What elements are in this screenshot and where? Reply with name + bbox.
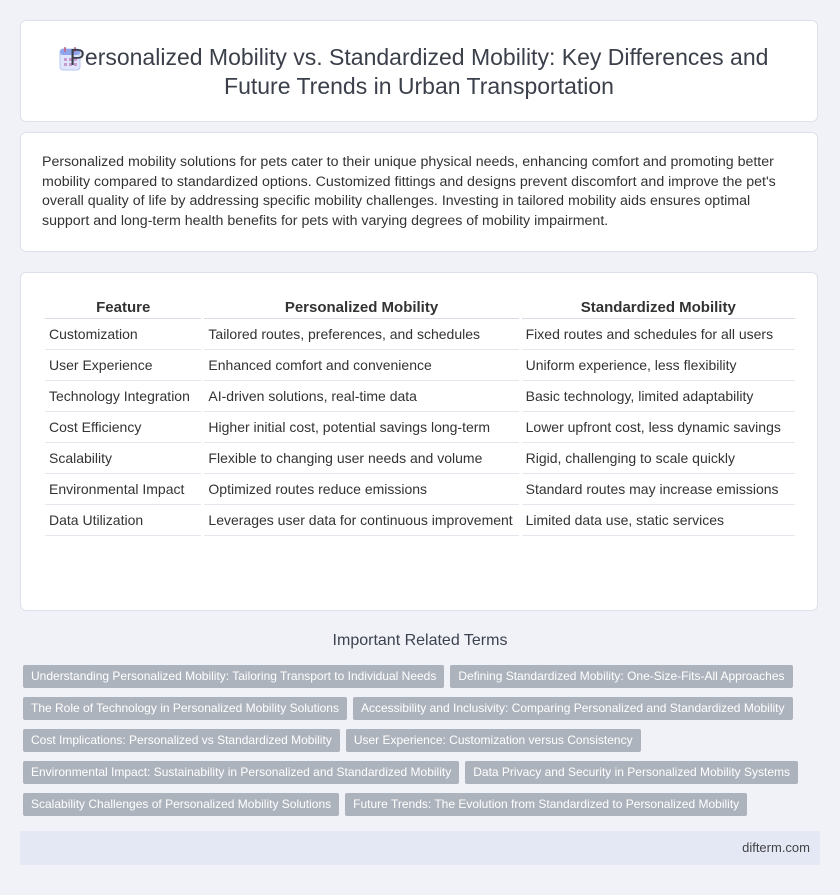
related-term-tag[interactable]: Defining Standardized Mobility: One-Size-Fits-All Approaches [450, 665, 792, 688]
table-cell: Standard routes may increase emissions [522, 474, 795, 505]
intro-card [20, 132, 818, 252]
table-row [45, 443, 795, 474]
table-row [45, 381, 795, 412]
column-header-personalized: Personalized Mobility [204, 295, 518, 319]
related-term-tag[interactable]: Data Privacy and Security in Personalized Mobility Systems [465, 761, 798, 784]
header-card [20, 20, 818, 122]
table-cell: Scalability [45, 443, 201, 474]
table-cell: Environmental Impact [45, 474, 201, 505]
table-cell: AI-driven solutions, real-time data [204, 381, 518, 412]
table-cell: Tailored routes, preferences, and schedules [204, 319, 518, 350]
related-term-tag[interactable]: Environmental Impact: Sustainability in Personalized and Standardized Mobility [23, 761, 459, 784]
table-cell: Limited data use, static services [522, 505, 795, 536]
page-title: Personalized Mobility vs. Standardized Mobility: Key Differences and Future Trends in Urban Transportation [69, 44, 769, 99]
table-row [45, 474, 795, 505]
related-term-tag[interactable]: Accessibility and Inclusivity: Comparing Personalized and Standardized Mobility [353, 697, 793, 720]
site-name[interactable]: difterm.com [742, 840, 810, 855]
related-terms-heading: Important Related Terms [332, 632, 508, 649]
table-cell: Enhanced comfort and convenience [204, 350, 518, 381]
table-cell: Cost Efficiency [45, 412, 201, 443]
related-term-tag[interactable]: Scalability Challenges of Personalized Mobility Solutions [23, 793, 339, 816]
column-header-feature: Feature [45, 295, 201, 319]
column-header-standardized: Standardized Mobility [522, 295, 795, 319]
table-row [45, 412, 795, 443]
table-cell: Uniform experience, less flexibility [522, 350, 795, 381]
footer-bar [20, 831, 820, 865]
table-row [45, 350, 795, 381]
related-term-tag[interactable]: Cost Implications: Personalized vs Standardized Mobility [23, 729, 340, 752]
table-cell: Rigid, challenging to scale quickly [522, 443, 795, 474]
related-term-tag[interactable]: Future Trends: The Evolution from Standardized to Personalized Mobility [345, 793, 747, 816]
related-term-tag[interactable]: User Experience: Customization versus Consistency [346, 729, 641, 752]
table-cell: Higher initial cost, potential savings long-term [204, 412, 518, 443]
table-cell: Optimized routes reduce emissions [204, 474, 518, 505]
table-cell: User Experience [45, 350, 201, 381]
comparison-table-card [20, 272, 818, 611]
related-term-tag[interactable]: Understanding Personalized Mobility: Tailoring Transport to Individual Needs [23, 665, 444, 688]
table-cell: Fixed routes and schedules for all users [522, 319, 795, 350]
table-cell: Lower upfront cost, less dynamic savings [522, 412, 795, 443]
table-cell: Customization [45, 319, 201, 350]
table-header-row [45, 295, 795, 319]
related-terms-list [23, 665, 803, 825]
table-row [45, 505, 795, 536]
table-cell: Basic technology, limited adaptability [522, 381, 795, 412]
table-row [45, 319, 795, 350]
comparison-table [42, 295, 798, 536]
table-cell: Technology Integration [45, 381, 201, 412]
table-cell: Data Utilization [45, 505, 201, 536]
intro-paragraph: Personalized mobility solutions for pets cater to their unique physical needs, enhancing comfort and promoting better mobility compared to standardized options. Customized fittings and designs prevent discomfort and improve the pet's overall quality of life by addressing specific mobility challenges. Investing in tailored mobility aids ensures optimal support and long-term health benefits for pets with varying degrees of mobility impairment. [42, 154, 776, 229]
table-cell: Flexible to changing user needs and volume [204, 443, 518, 474]
related-term-tag[interactable]: The Role of Technology in Personalized Mobility Solutions [23, 697, 347, 720]
table-cell: Leverages user data for continuous improvement [204, 505, 518, 536]
